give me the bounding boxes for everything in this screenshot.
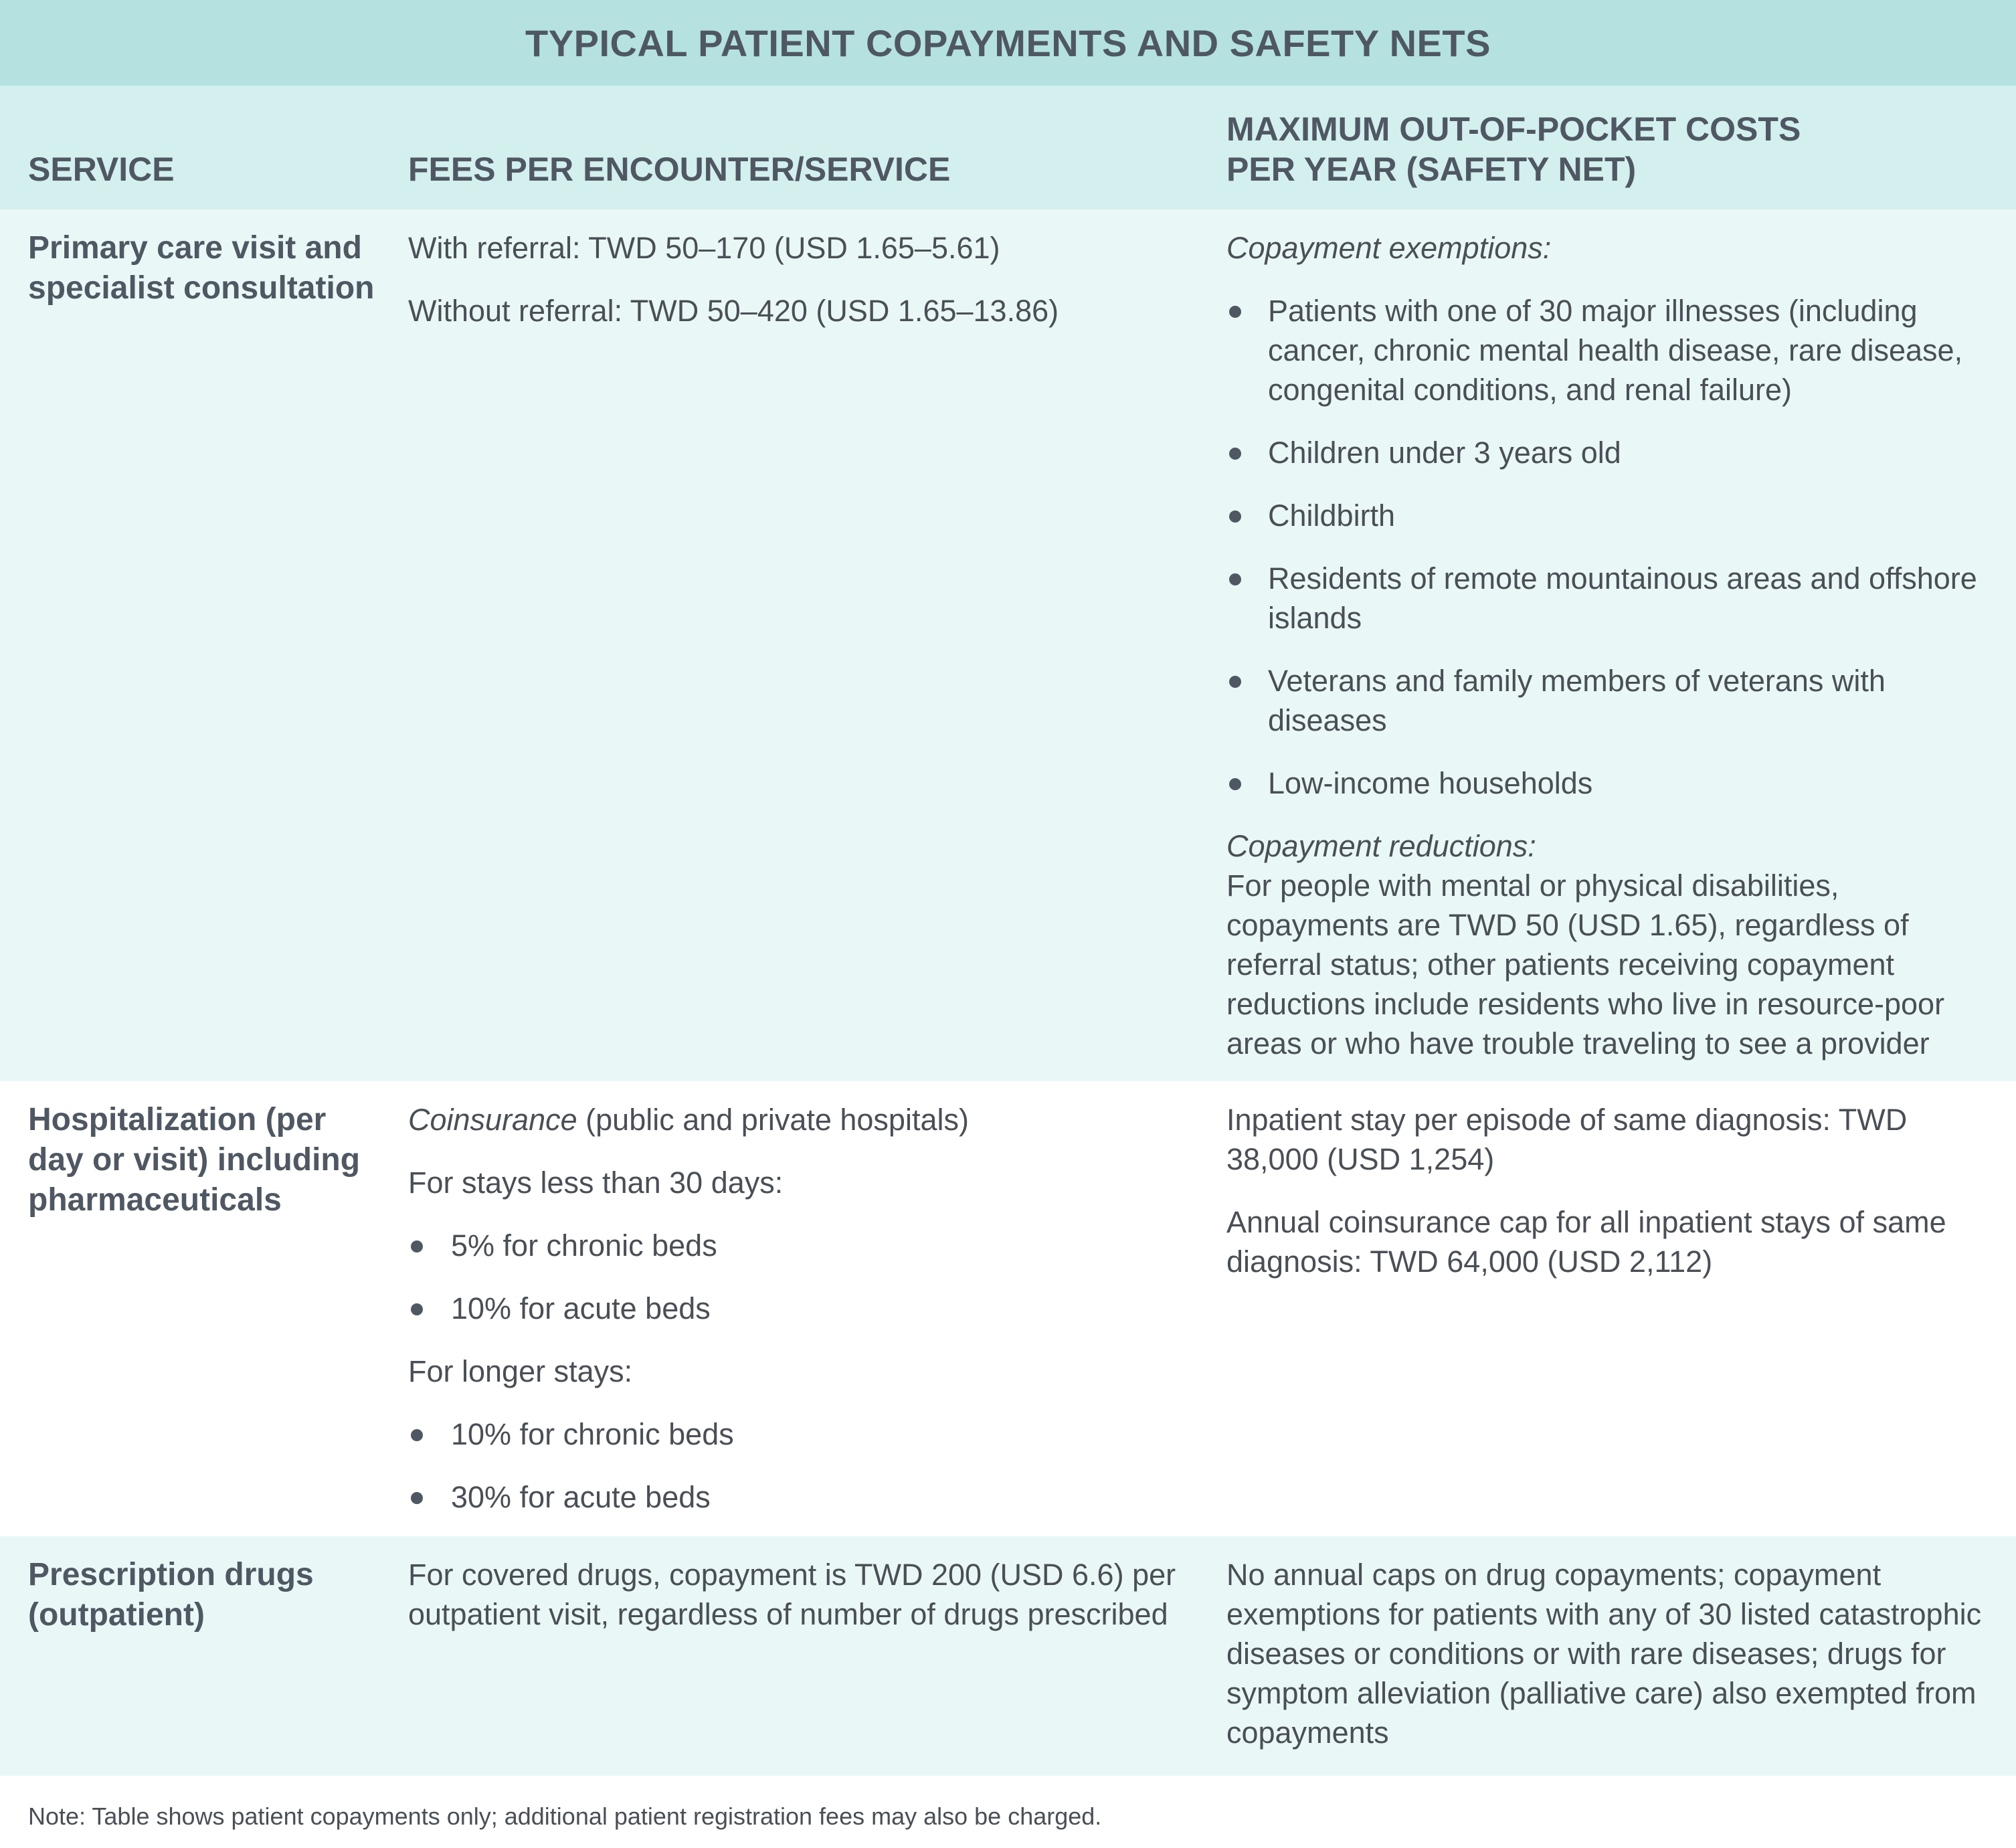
table-note: Note: Table shows patient copayments only; additional patient registration fees may also be charged. — [28, 1803, 1102, 1830]
long-stay-label: For longer stays: — [408, 1354, 633, 1388]
long-stay-list — [408, 1414, 1178, 1517]
list-item: Childbirth — [1226, 496, 1996, 535]
table-title: TYPICAL PATIENT COPAYMENTS AND SAFETY NETS — [525, 21, 1491, 64]
table-row-hospitalization — [0, 1081, 2016, 1536]
exemptions-label: Copayment exemptions: — [1226, 231, 1552, 265]
list-item: 10% for chronic beds — [408, 1414, 1178, 1454]
list-item: Patients with one of 30 major illnesses (including cancer, chronic mental health disease, rare disease, congenital conditions, and renal failure) — [1226, 291, 1996, 409]
header-max-line2: PER YEAR (SAFETY NET) — [1226, 151, 1637, 188]
short-stay-label: For stays less than 30 days: — [408, 1166, 784, 1200]
fee-with-referral: With referral: TWD 50–170 (USD 1.65–5.61) — [408, 231, 1000, 265]
reductions-label: Copayment reductions: — [1226, 829, 1536, 863]
list-item: 5% for chronic beds — [408, 1226, 1178, 1265]
header-fees: FEES PER ENCOUNTER/SERVICE — [408, 151, 951, 188]
service-cell: Primary care visit and specialist consultation — [28, 230, 375, 306]
table-row-primary-care — [0, 209, 2016, 1081]
coinsurance-line — [408, 1100, 1178, 1139]
exemptions-list — [1226, 291, 1996, 803]
safety-net-cell: No annual caps on drug copayments; copayment exemptions for patients with any of 30 listed catastrophic diseases or conditions or with rare diseases; drugs for symptom alleviation (palliative care) also exempted from copayments — [1226, 1558, 1982, 1750]
list-item: Children under 3 years old — [1226, 433, 1996, 472]
safety-net-cell — [1226, 1100, 1996, 1305]
title-bar — [0, 0, 2016, 86]
list-item: Residents of remote mountainous areas and offshore islands — [1226, 559, 1996, 638]
fees-cell: For covered drugs, copayment is TWD 200 (USD 6.6) per outpatient visit, regardless of number of drugs prescribed — [408, 1558, 1176, 1631]
reductions-text: For people with mental or physical disabilities, copayments are TWD 50 (USD 1.65), regardless of referral status; other patients receiving copayment reductions include residents who live in resource-poor areas or who have trouble traveling to see a provider — [1226, 868, 1945, 1060]
service-cell: Hospitalization (per day or visit) including pharmaceuticals — [28, 1102, 361, 1218]
list-item: 10% for acute beds — [408, 1289, 1178, 1328]
table-header-row — [0, 86, 2016, 209]
fees-cell — [408, 228, 1178, 354]
fee-without-referral: Without referral: TWD 50–420 (USD 1.65–13.86) — [408, 294, 1059, 328]
header-max-costs — [1226, 109, 1801, 189]
list-item: 30% for acute beds — [408, 1477, 1178, 1517]
inpatient-cap: Inpatient stay per episode of same diagnosis: TWD 38,000 (USD 1,254) — [1226, 1103, 1908, 1176]
coinsurance-label: Coinsurance — [408, 1103, 577, 1137]
fees-cell — [408, 1100, 1178, 1540]
table-row-prescription-drugs — [0, 1536, 2016, 1776]
safety-net-cell — [1226, 228, 1996, 1063]
short-stay-list — [408, 1226, 1178, 1328]
header-service: SERVICE — [28, 151, 175, 188]
coinsurance-rest: (public and private hospitals) — [577, 1103, 969, 1137]
service-cell: Prescription drugs (outpatient) — [28, 1557, 314, 1633]
list-item: Low-income households — [1226, 763, 1996, 803]
header-max-line1: MAXIMUM OUT-OF-POCKET COSTS — [1226, 110, 1801, 148]
annual-coinsurance-cap: Annual coinsurance cap for all inpatient stays of same diagnosis: TWD 64,000 (USD 2,112) — [1226, 1205, 1946, 1279]
list-item: Veterans and family members of veterans with diseases — [1226, 661, 1996, 740]
